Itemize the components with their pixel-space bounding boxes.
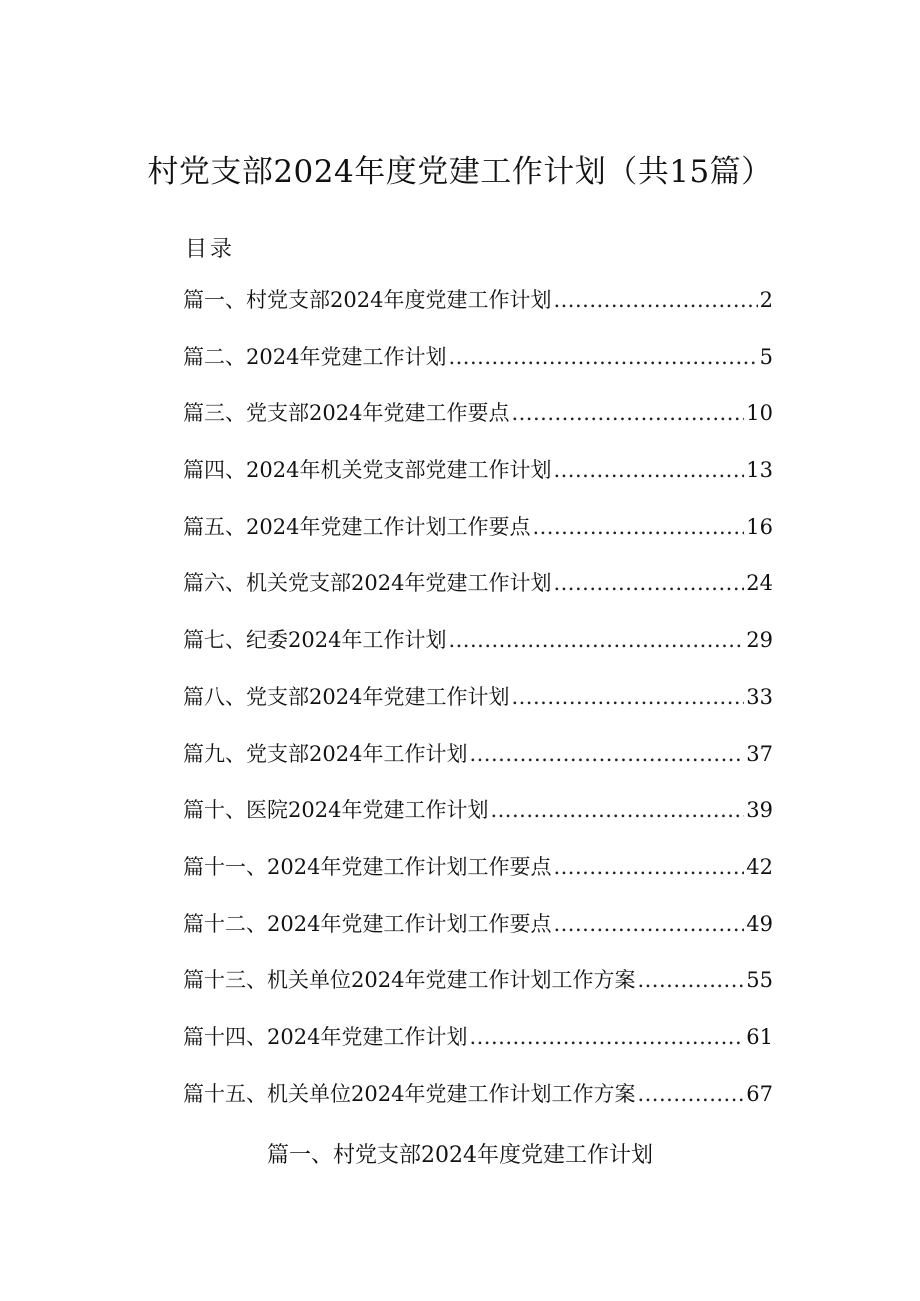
toc-entry-label: 篇三、党支部2024年党建工作要点 — [183, 401, 510, 426]
toc-entry[interactable] — [183, 341, 773, 398]
toc-entry-page: 16 — [746, 514, 773, 539]
toc-entry[interactable] — [183, 908, 773, 965]
toc-entry-page: 61 — [746, 1024, 773, 1049]
toc-entry-label: 篇十一、2024年党建工作计划工作要点 — [183, 854, 552, 879]
toc-entry-label: 篇七、纪委2024年工作计划 — [183, 628, 447, 653]
toc-entry-label: 篇六、机关党支部2024年党建工作计划 — [183, 571, 552, 596]
toc-dot-leader — [511, 685, 744, 709]
toc-entry-label: 篇一、村党支部2024年度党建工作计划 — [183, 288, 552, 312]
toc-entry-label: 篇八、党支部2024年党建工作计划 — [183, 684, 510, 709]
toc-heading: 目录 — [185, 237, 236, 262]
toc-entry-page: 42 — [746, 854, 773, 879]
toc-entry-page: 24 — [746, 571, 773, 596]
toc-dot-leader — [532, 515, 744, 539]
toc-entry[interactable] — [183, 681, 773, 738]
toc-entry-label: 篇二、2024年党建工作计划 — [183, 344, 447, 369]
toc-entry-label: 篇五、2024年党建工作计划工作要点 — [183, 514, 531, 539]
toc-entry-page: 10 — [746, 401, 773, 426]
toc-entry-label: 篇十、医院2024年党建工作计划 — [183, 798, 489, 823]
toc-dot-leader — [490, 798, 744, 822]
toc-dot-leader — [553, 855, 744, 879]
toc-dot-leader — [637, 968, 744, 992]
toc-entry[interactable] — [183, 454, 773, 511]
toc-entry-page: 33 — [746, 684, 773, 709]
toc-entry-page: 37 — [746, 741, 773, 766]
toc-entry[interactable] — [183, 397, 773, 454]
toc-dot-leader — [511, 401, 744, 425]
toc-entry[interactable] — [183, 794, 773, 851]
toc-dot-leader — [448, 345, 757, 369]
toc-entry-page: 55 — [746, 968, 773, 993]
toc-entry-label: 篇九、党支部2024年工作计划 — [183, 741, 468, 766]
toc-dot-leader — [553, 571, 744, 595]
toc-entry-page: 2 — [759, 288, 773, 312]
toc-entry[interactable] — [183, 851, 773, 908]
toc-entry[interactable] — [183, 284, 773, 341]
toc-entry-label: 篇四、2024年机关党支部党建工作计划 — [183, 458, 552, 483]
toc-dot-leader — [553, 288, 757, 312]
toc-entry-page: 39 — [746, 798, 773, 823]
toc-entry[interactable] — [183, 964, 773, 1021]
toc-entry[interactable] — [183, 624, 773, 681]
toc-entry[interactable] — [183, 1021, 773, 1078]
toc-entry[interactable] — [183, 511, 773, 568]
section-heading: 篇一、村党支部2024年度党建工作计划 — [267, 1143, 653, 1168]
toc-entry-page: 67 — [746, 1081, 773, 1106]
toc-entry[interactable] — [183, 1078, 773, 1135]
toc-entry-page: 5 — [759, 344, 773, 369]
toc-entry-label: 篇十五、机关单位2024年党建工作计划工作方案 — [183, 1081, 636, 1106]
toc-entry[interactable] — [183, 738, 773, 795]
toc-dot-leader — [469, 742, 744, 766]
toc-entry-page: 49 — [746, 911, 773, 936]
toc-dot-leader — [469, 1025, 744, 1049]
toc-entry-page: 29 — [746, 628, 773, 653]
toc-entry-label: 篇十三、机关单位2024年党建工作计划工作方案 — [183, 968, 636, 993]
toc-entry-label: 篇十四、2024年党建工作计划 — [183, 1024, 468, 1049]
toc-dot-leader — [553, 458, 744, 482]
toc-entry-page: 13 — [746, 458, 773, 483]
toc-dot-leader — [448, 628, 744, 652]
toc-dot-leader — [553, 912, 744, 936]
toc-entry-label: 篇十二、2024年党建工作计划工作要点 — [183, 911, 552, 936]
table-of-contents — [183, 284, 773, 1134]
document-title: 村党支部2024年度党建工作计划（共15篇） — [147, 154, 773, 190]
toc-dot-leader — [637, 1082, 744, 1106]
toc-entry[interactable] — [183, 567, 773, 624]
